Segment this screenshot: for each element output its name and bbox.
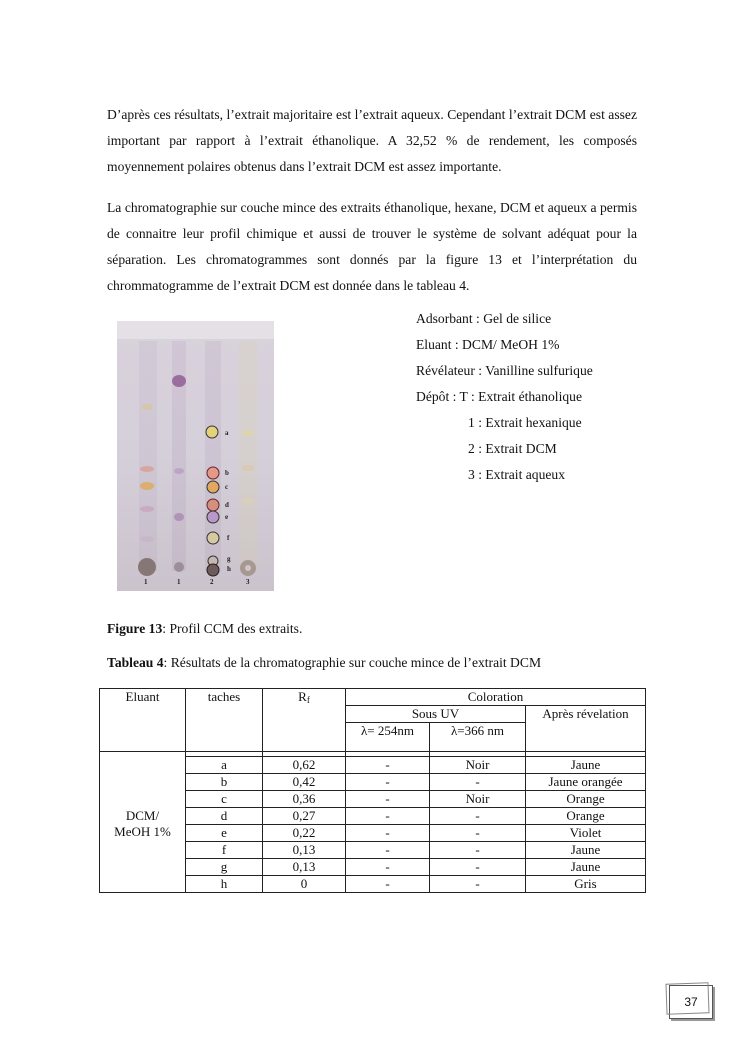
lane-label-2: 2 [210, 578, 214, 586]
cell-tache: e [186, 825, 263, 842]
cell-tache: a [186, 757, 263, 774]
eluant-cell [100, 757, 186, 893]
figure-legend [416, 306, 593, 488]
header-uv-366: λ=366 nm [430, 723, 526, 752]
header-rf-sub: f [306, 695, 310, 705]
cell-uv366: - [430, 808, 526, 825]
cell-tache: d [186, 808, 263, 825]
lane-label-t: 1 [144, 578, 148, 586]
paragraph-chromatography: La chromatographie sur couche mince des extraits éthanolique, hexane, DCM et aqueux a permis de connaitre leur profil chimique et aussi de trouver le système de solvant adéquat pour la séparation. Les chromatogrammes sont donnés par la figure 13 et l’interprétation du chrommatogramme de l’extrait DCM est donnée dans le tableau 4. [107, 200, 637, 293]
cell-uv366: Noir [430, 757, 526, 774]
cell-rf: 0,36 [263, 791, 346, 808]
eluant-line-2: MeOH 1% [114, 824, 171, 840]
table-caption [107, 655, 541, 671]
cell-rf: 0,13 [263, 842, 346, 859]
paragraph-results: D’après ces résultats, l’extrait majoritaire est l’extrait aqueux. Cependant l’extrait DCM est assez important par rapport à l’extrait éthanolique. A 32,52 % de rendement, les composés moyennement polaires obtenus dans l’extrait DCM est assez importante. [107, 107, 637, 174]
page-number [669, 985, 713, 1019]
header-taches: taches [186, 689, 263, 752]
cell-tache: f [186, 842, 263, 859]
header-rf [263, 689, 346, 752]
spot-label-b: b [225, 469, 229, 477]
cell-uv366: - [430, 825, 526, 842]
cell-tache: h [186, 876, 263, 893]
cell-uv254: - [346, 859, 430, 876]
cell-uv366: - [430, 842, 526, 859]
cell-uv366: - [430, 876, 526, 893]
table-caption-text: : Résultats de la chromatographie sur couche mince de l’extrait DCM [163, 655, 542, 670]
cell-uv254: - [346, 825, 430, 842]
cell-apres: Jaune orangée [526, 774, 646, 791]
header-eluant: Eluant [100, 689, 186, 752]
cell-tache: c [186, 791, 263, 808]
cell-uv254: - [346, 774, 430, 791]
cell-uv254: - [346, 876, 430, 893]
header-apres-revelation: Après révelation [526, 706, 646, 752]
cell-uv254: - [346, 757, 430, 774]
spot-label-c: c [225, 483, 229, 491]
legend-revelateur: Révélateur : Vanilline sulfurique [416, 363, 593, 378]
table-caption-label: Tableau 4 [107, 655, 164, 670]
cell-apres: Orange [526, 808, 646, 825]
cell-apres: Orange [526, 791, 646, 808]
results-table [99, 688, 646, 893]
cell-apres: Gris [526, 876, 646, 893]
table-row [100, 757, 646, 774]
spot-label-f: f [227, 534, 230, 542]
cell-rf: 0 [263, 876, 346, 893]
cell-apres: Jaune [526, 757, 646, 774]
spot-label-a: a [225, 429, 229, 437]
spot-label-g: g [227, 555, 231, 563]
header-uv-254: λ= 254nm [346, 723, 430, 752]
header-rf-main: R [298, 689, 307, 704]
legend-lane-2: 2 : Extrait DCM [468, 441, 557, 456]
cell-apres: Jaune [526, 842, 646, 859]
lane-label-1: 1 [177, 578, 181, 586]
spot-label-e: e [225, 513, 229, 521]
header-sous-uv: Sous UV [346, 706, 526, 723]
legend-lane-1: 1 : Extrait hexanique [468, 415, 582, 430]
cell-apres: Violet [526, 825, 646, 842]
figure-caption-text: : Profil CCM des extraits. [162, 621, 303, 636]
cell-uv366: - [430, 859, 526, 876]
figure-caption-label: Figure 13 [107, 621, 163, 636]
cell-rf: 0,27 [263, 808, 346, 825]
spot-label-h: h [227, 565, 231, 573]
cell-rf: 0,42 [263, 774, 346, 791]
cell-uv366: - [430, 774, 526, 791]
header-coloration: Coloration [346, 689, 646, 706]
legend-lane-3: 3 : Extrait aqueux [468, 467, 566, 482]
eluant-line-1: DCM/ [125, 808, 160, 824]
tlc-plate-image [117, 321, 274, 591]
cell-rf: 0,62 [263, 757, 346, 774]
cell-tache: g [186, 859, 263, 876]
figure-caption [107, 621, 302, 637]
legend-adsorbant: Adsorbant : Gel de silice [416, 311, 552, 326]
cell-uv254: - [346, 791, 430, 808]
cell-rf: 0,13 [263, 859, 346, 876]
legend-depot: Dépôt : T : Extrait éthanolique [416, 389, 582, 404]
spot-label-d: d [225, 501, 229, 509]
lane-label-3: 3 [246, 578, 250, 586]
cell-uv254: - [346, 842, 430, 859]
cell-tache: b [186, 774, 263, 791]
cell-rf: 0,22 [263, 825, 346, 842]
cell-uv254: - [346, 808, 430, 825]
legend-eluant: Eluant : DCM/ MeOH 1% [416, 337, 560, 352]
page-number-text: 37 [684, 995, 698, 1009]
cell-apres: Jaune [526, 859, 646, 876]
cell-uv366: Noir [430, 791, 526, 808]
